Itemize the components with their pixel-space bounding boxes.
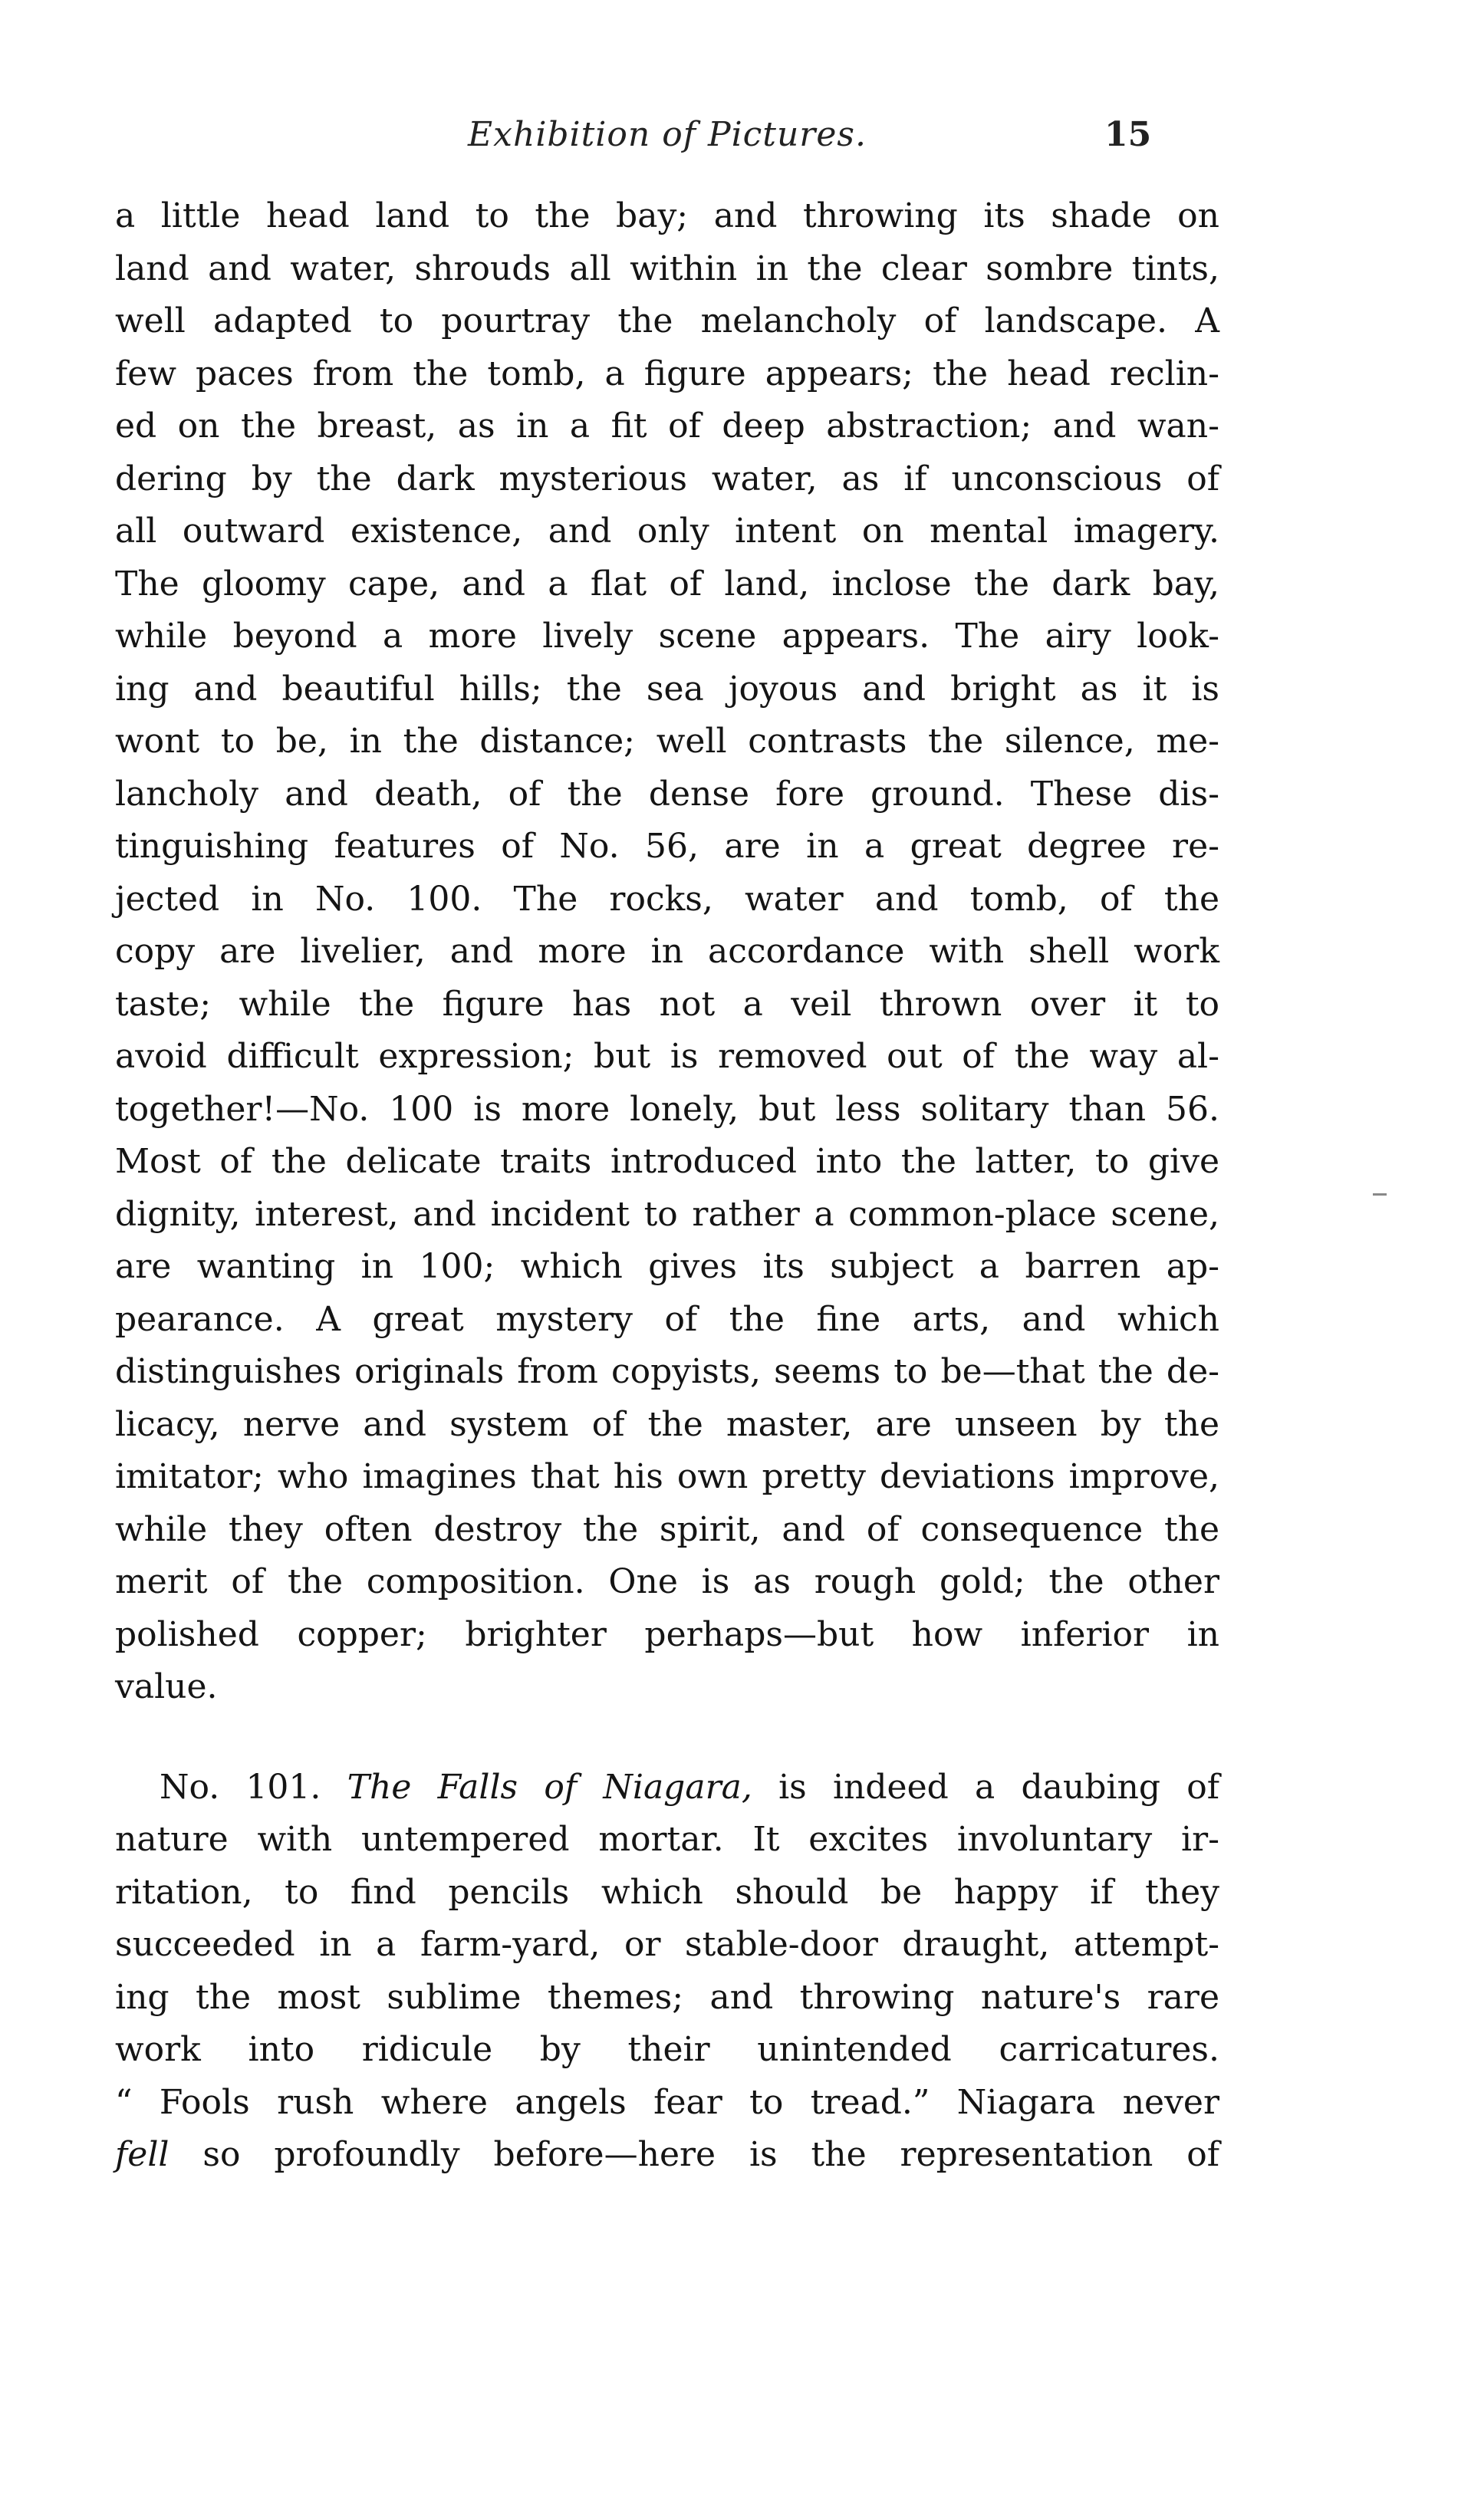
text-line: dering by the dark mysterious water, as if unconscious of [115,459,1219,498]
text-line: while they often destroy the spirit, and of consequence the [115,1509,1219,1549]
text-line [115,1762,1219,1814]
text-line: while beyond a more lively scene appears. The airy look- [115,617,1219,656]
text-line: lancholy and death, of the dense fore ground. These dis- [115,774,1219,814]
text-line: all outward existence, and only intent on mental imagery. [115,512,1219,551]
text-line: ed on the breast, as in a fit of deep abstraction; and wan- [115,406,1219,446]
text-line: value. [115,1667,218,1706]
line-text: so profoundly before—here is the representation of [169,2135,1219,2174]
picture-title: The Falls of Niagara, [347,1767,752,1807]
text-line: nature with untempered mortar. It excites involuntary ir- [115,1820,1219,1859]
text-line: a little head land to the bay; and throwing its shade on [115,196,1219,235]
text-line: imitator; who imagines that his own pretty deviations improve, [115,1457,1219,1496]
text-line: jected in No. 100. The rocks, water and tomb, of the [115,879,1219,919]
text-line: pearance. A great mystery of the fine arts, and which [115,1299,1219,1339]
text-line: are wanting in 100; which gives its subject a barren ap- [115,1247,1219,1286]
text-line: “ Fools rush where angels fear to tread.” Niagara never [115,2082,1219,2122]
text-line: dignity, interest, and incident to rather a common-place scene, [115,1194,1219,1234]
text-line: ing and beautiful hills; the sea joyous and bright as it is [115,669,1219,709]
entry-number: No. 101. [160,1767,347,1807]
running-title: Exhibition of Pictures. [468,115,867,154]
paragraph-gap [115,1714,1219,1762]
text-line: land and water, shrouds all within in the clear sombre tints, [115,248,1219,288]
paragraph-2-lines [115,1814,1219,2129]
margin-mark [1373,1193,1387,1196]
line-text: is indeed a daubing of [752,1767,1220,1807]
text-line: succeeded in a farm-yard, or stable-door draught, attempt- [115,1925,1219,1964]
body-text [115,190,1219,2182]
text-line: ritation, to find pencils which should be happy if they [115,1872,1219,1912]
page-number: 15 [1104,115,1152,154]
text-line: ing the most sublime themes; and throwing nature's rare [115,1977,1219,2017]
text-line: wont to be, in the distance; well contrasts the silence, me- [115,722,1219,761]
text-line: taste; while the figure has not a veil thrown over it to [115,984,1219,1024]
paragraph-2 [115,1762,1219,2182]
text-line: Most of the delicate traits introduced into the latter, to give [115,1142,1219,1181]
text-line: The gloomy cape, and a flat of land, inclose the dark bay, [115,564,1219,604]
text-line: merit of the composition. One is as rough gold; the other [115,1562,1219,1601]
text-line: avoid difficult expression; but is removed out of the way al- [115,1037,1219,1076]
text-line: polished copper; brighter perhaps—but how inferior in [115,1614,1219,1654]
text-line [115,2129,1219,2182]
text-line: work into ridicule by their unintended carricatures. [115,2030,1219,2069]
text-line: tinguishing features of No. 56, are in a great degree re- [115,827,1219,866]
italic-word: fell [115,2135,169,2174]
text-line: copy are livelier, and more in accordance with shell work [115,932,1219,971]
text-line: together!—No. 100 is more lonely, but less solitary than 56. [115,1089,1219,1129]
text-line: distinguishes originals from copyists, seems to be—that the de- [115,1352,1219,1391]
text-line: well adapted to pourtray the melancholy of landscape. A [115,301,1219,340]
text-line: licacy, nerve and system of the master, are unseen by the [115,1404,1219,1444]
paragraph-1 [115,190,1219,1714]
text-line: few paces from the tomb, a figure appears; the head reclin- [115,354,1219,393]
